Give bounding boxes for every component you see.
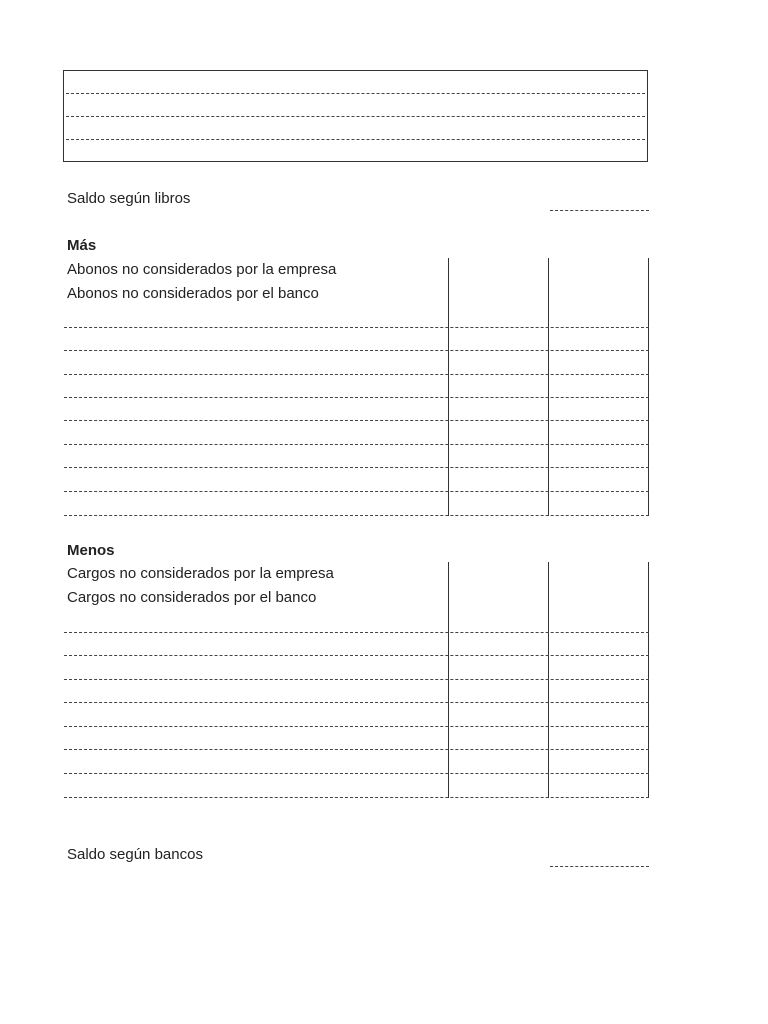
mas-rule [64, 444, 649, 445]
menos-column-divider [548, 562, 549, 798]
menos-rule [64, 702, 649, 703]
mas-rule [64, 467, 649, 468]
mas-rule [64, 491, 649, 492]
header-box [63, 70, 648, 162]
menos-rule [64, 655, 649, 656]
menos-line-2: Cargos no considerados por el banco [67, 589, 317, 606]
mas-column-divider [548, 258, 549, 516]
mas-line-2: Abonos no considerados por el banco [67, 285, 319, 302]
menos-line-1: Cargos no considerados por la empresa [67, 565, 334, 582]
mas-rule [64, 515, 649, 516]
saldo-bancos-label: Saldo según bancos [67, 846, 203, 863]
header-rule [66, 93, 645, 94]
mas-rule [64, 420, 649, 421]
menos-rule [64, 773, 649, 774]
menos-rule [64, 749, 649, 750]
menos-column-divider [448, 562, 449, 798]
mas-rule [64, 350, 649, 351]
menos-title: Menos [67, 542, 115, 559]
mas-rule [64, 327, 649, 328]
mas-column-divider [448, 258, 449, 516]
menos-rule [64, 679, 649, 680]
mas-rule [64, 397, 649, 398]
header-rule [66, 116, 645, 117]
menos-rule [64, 726, 649, 727]
mas-rule [64, 374, 649, 375]
menos-rule [64, 632, 649, 633]
mas-column-divider [648, 258, 649, 516]
mas-line-1: Abonos no considerados por la empresa [67, 261, 337, 278]
mas-title: Más [67, 237, 97, 254]
saldo-bancos-amount-line [550, 866, 649, 867]
menos-rule [64, 797, 649, 798]
saldo-libros-label: Saldo según libros [67, 190, 191, 207]
header-rule [66, 139, 645, 140]
saldo-libros-amount-line [550, 210, 649, 211]
menos-column-divider [648, 562, 649, 798]
